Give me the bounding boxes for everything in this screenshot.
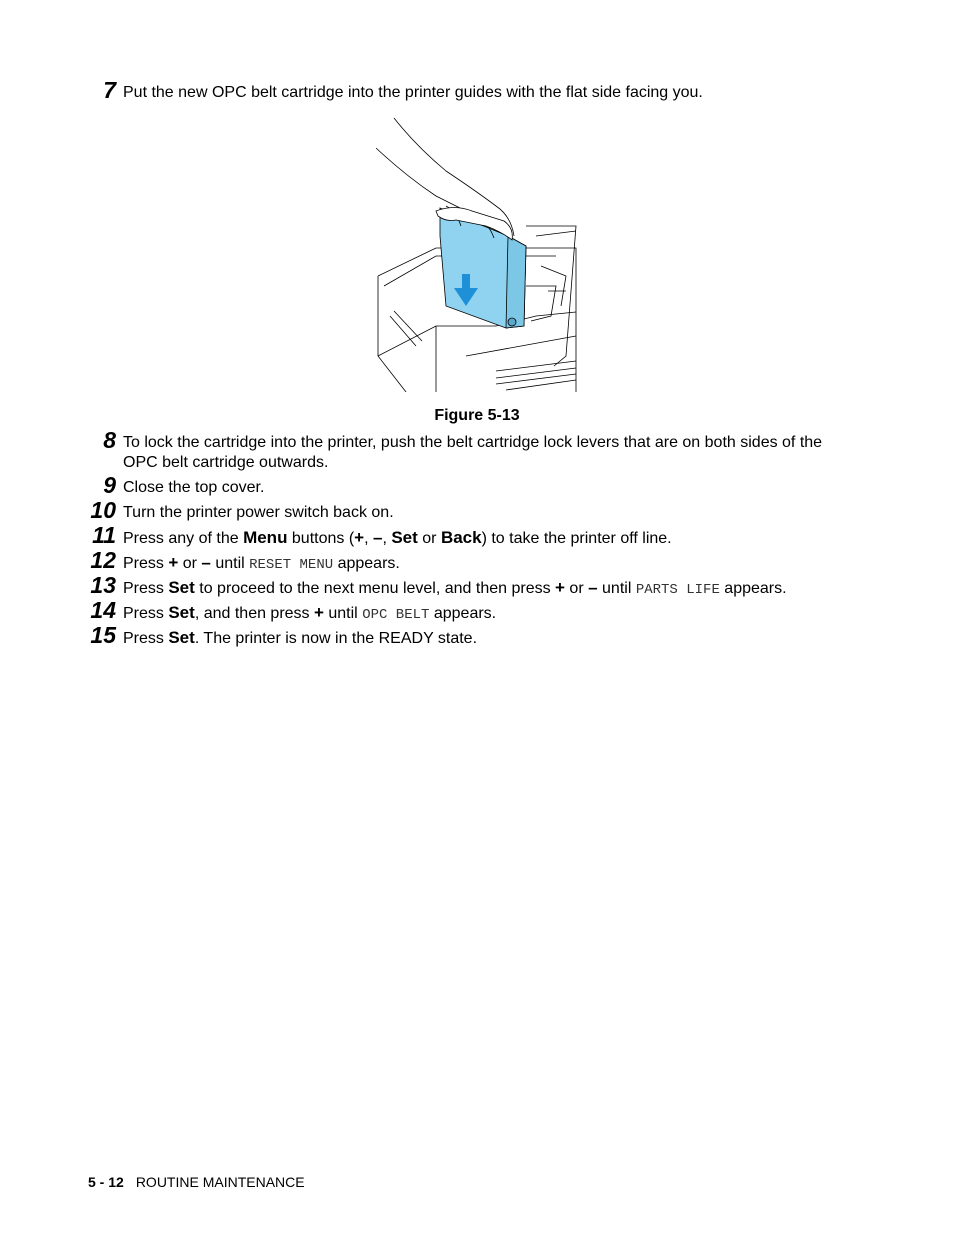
plus-button-label: + [168, 553, 179, 572]
set-button-label: Set [168, 603, 195, 622]
display-message: OPC BELT [362, 607, 430, 623]
step-text: Press any of the Menu buttons (+, –, Set or Back) to take the printer off line. [123, 528, 672, 547]
step-number: 15 [90, 622, 116, 648]
step-text-line-2: OPC belt cartridge outwards. [123, 454, 329, 471]
step-text: Press Set. The printer is now in the READY state. [123, 628, 478, 647]
step-text: Close the top cover. [123, 479, 265, 496]
step-number: 11 [92, 522, 116, 548]
set-button-label: Set [168, 628, 195, 647]
step-text: Put the new OPC belt cartridge into the printer guides with the flat side facing you. [123, 84, 703, 101]
step-text: Turn the printer power switch back on. [123, 504, 394, 521]
step-number: 7 [103, 77, 116, 103]
step-number: 9 [103, 472, 116, 498]
plus-button-label: + [314, 603, 324, 622]
page-number: 5 - 12 [88, 1174, 124, 1190]
page-footer [88, 1174, 305, 1190]
menu-button-label: Menu [243, 528, 288, 547]
printer-cartridge-illustration [376, 116, 578, 392]
plus-button-label: + [555, 578, 565, 597]
step-number: 14 [90, 597, 116, 623]
set-button-label: Set [391, 528, 418, 547]
set-button-label: Set [168, 578, 195, 597]
display-message: PARTS LIFE [635, 582, 720, 598]
step-text: Press Set to proceed to the next menu level, and then press + or – until PARTS LIFE appears. [123, 578, 787, 598]
step-text: Press Set, and then press + until OPC BELT appears. [123, 603, 497, 623]
minus-button-label: – [588, 578, 598, 597]
display-message: RESET MENU [249, 557, 334, 573]
minus-button-label: – [372, 528, 383, 547]
plus-button-label: + [354, 528, 365, 547]
step-number: 8 [103, 427, 116, 453]
step-text-line-1: To lock the cartridge into the printer, push the belt cartridge lock levers that are on both sides of the [123, 434, 823, 451]
step-number: 13 [90, 572, 116, 598]
minus-button-label: – [201, 553, 211, 572]
section-title: ROUTINE MAINTENANCE [135, 1174, 305, 1190]
step-text: Press + or – until RESET MENU appears. [123, 553, 400, 573]
step-number: 12 [90, 547, 116, 573]
step-number: 10 [90, 497, 116, 523]
back-button-label: Back [440, 528, 482, 547]
figure-caption: Figure 5-13 [434, 407, 520, 424]
